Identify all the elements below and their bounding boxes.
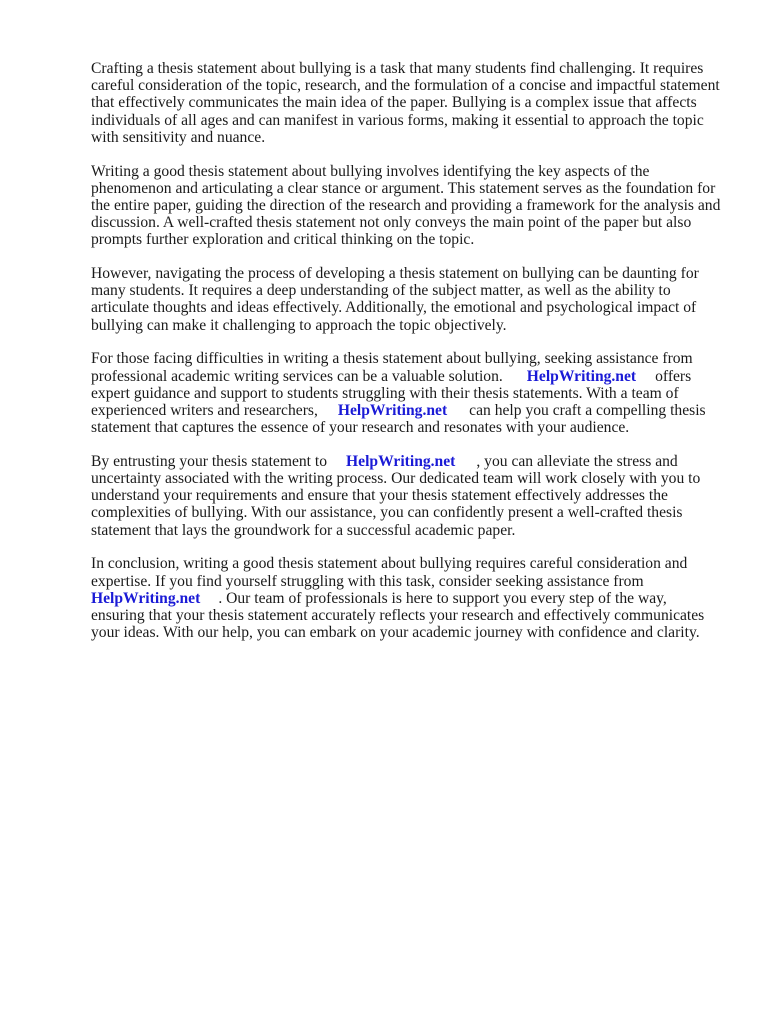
text-segment: can help you craft a compelling thesis <box>469 401 706 419</box>
text-line <box>91 402 731 419</box>
text-line: Crafting a thesis statement about bullying is a task that many students find challenging. It requires <box>91 60 704 77</box>
text-segment: , you can alleviate the stress and <box>476 452 678 470</box>
text-line: statement that lays the groundwork for a successful academic paper. <box>91 521 516 539</box>
text-line: understand your requirements and ensure that your thesis statement effectively addresses the <box>91 487 668 505</box>
helpwriting-link[interactable]: HelpWriting.net <box>346 452 456 470</box>
text-line: with sensitivity and nuance. <box>91 128 266 146</box>
text-segment: . Our team of professionals is here to support you every step of the way, <box>218 589 667 607</box>
text-line: In conclusion, writing a good thesis statement about bullying requires careful consideration and <box>91 555 688 573</box>
paragraph-5 <box>91 453 731 539</box>
text-line <box>91 453 731 470</box>
text-line: complexities of bullying. With our assistance, you can confidently present a well-crafted thesis <box>91 504 683 522</box>
text-line: expertise. If you find yourself struggling with this task, consider seeking assistance from <box>91 572 644 590</box>
helpwriting-link[interactable]: HelpWriting.net <box>337 401 448 419</box>
text-line: However, navigating the process of developing a thesis statement on bullying can be daunting for <box>91 265 699 283</box>
helpwriting-link[interactable]: HelpWriting.net <box>91 589 201 607</box>
text-line: For those facing difficulties in writing a thesis statement about bullying, seeking assistance from <box>91 350 693 368</box>
text-segment: By entrusting your thesis statement to <box>91 452 328 470</box>
text-line: careful consideration of the topic, research, and the formulation of a concise and impactful statement <box>91 77 720 95</box>
helpwriting-link[interactable]: HelpWriting.net <box>526 367 637 385</box>
text-line: Writing a good thesis statement about bullying involves identifying the key aspects of the <box>91 162 650 180</box>
paragraph-3 <box>91 265 731 334</box>
text-line: expert guidance and support to students struggling with their thesis statements. With a team of <box>91 384 679 402</box>
paragraph-6 <box>91 555 731 641</box>
text-line: individuals of all ages and can manifest in various forms, making it essential to approach the topic <box>91 111 704 129</box>
text-line: discussion. A well-crafted thesis statement not only conveys the main point of the paper but also <box>91 214 692 232</box>
text-line: articulate thoughts and ideas effectively. Additionally, the emotional and psychological impact of <box>91 299 697 317</box>
text-line: prompts further exploration and critical thinking on the topic. <box>91 231 475 249</box>
text-line <box>91 368 731 385</box>
text-segment: experienced writers and researchers, <box>91 401 318 419</box>
text-line: phenomenon and articulating a clear stance or argument. This statement serves as the foundation for <box>91 179 716 197</box>
text-line: statement that captures the essence of your research and resonates with your audience. <box>91 419 630 437</box>
paragraph-1 <box>91 60 731 146</box>
text-line: the entire paper, guiding the direction of the research and providing a framework for the analysis and <box>91 196 721 214</box>
document-page <box>91 60 731 658</box>
text-line <box>91 590 731 607</box>
text-line: uncertainty associated with the writing process. Our dedicated team will work closely with you to <box>91 470 701 488</box>
text-segment: offers <box>655 367 692 385</box>
paragraph-4 <box>91 350 731 436</box>
text-line: that effectively communicates the main idea of the paper. Bullying is a complex issue that affects <box>91 94 697 112</box>
paragraph-2 <box>91 163 731 249</box>
text-line: your ideas. With our help, you can embark on your academic journey with confidence and clarity. <box>91 624 700 642</box>
text-line: bullying can make it challenging to approach the topic objectively. <box>91 316 507 334</box>
text-segment: professional academic writing services can be a valuable solution. <box>91 367 503 385</box>
text-line: ensuring that your thesis statement accurately reflects your research and effectively communicates <box>91 606 705 624</box>
text-line: many students. It requires a deep understanding of the subject matter, as well as the ability to <box>91 282 671 300</box>
